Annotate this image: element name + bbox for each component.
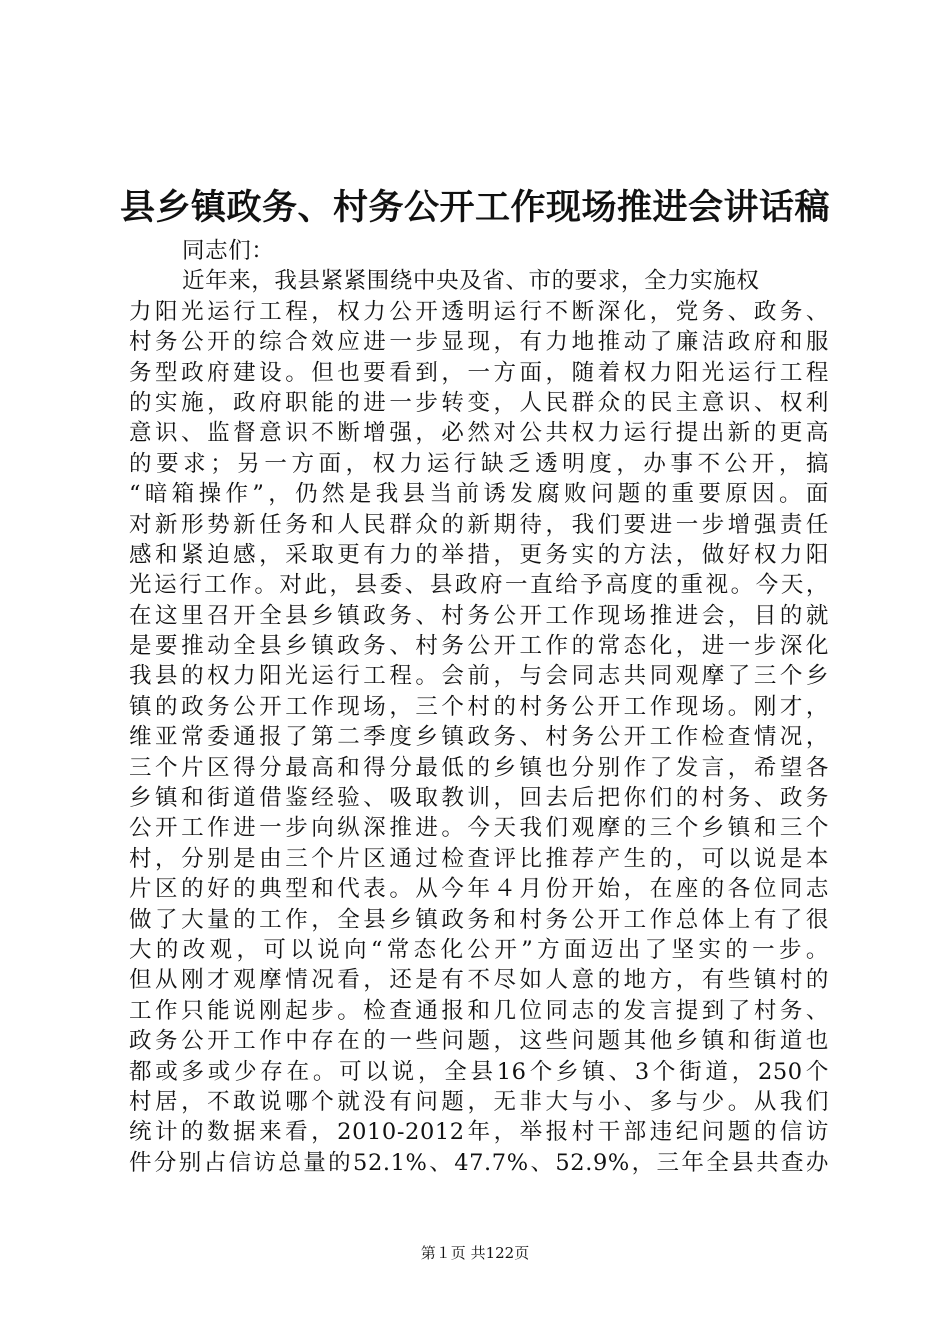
paragraph-line: 做了大量的工作，全县乡镇政务和村务公开工作总体上有了很 [129,906,829,933]
paragraph-line: 村务公开的综合效应进一步显现，有力地推动了廉洁政府和服 [129,329,829,356]
paragraph-line: 镇的政务公开工作现场，三个村的村务公开工作现场。刚才， [129,693,829,720]
paragraph-line: 意识、监督意识不断增强，必然对公共权力运行提出新的更高 [129,420,829,447]
paragraph-line: 务型政府建设。但也要看到，一方面，随着权力阳光运行工程 [129,359,829,386]
paragraph-line: 村居，不敢说哪个就没有问题，无非大与小、多与少。从我们 [129,1088,829,1115]
paragraph-line: 统计的数据来看，2010-2012年，举报村干部违纪问题的信访 [129,1119,829,1146]
paragraph-line: 工作只能说刚起步。检查通报和几位同志的发言提到了村务、 [129,997,829,1024]
page-number-footer: 第１页 共122页 [420,1244,530,1262]
paragraph-line: 我县的权力阳光运行工程。会前，与会同志共同观摩了三个乡 [129,663,829,690]
paragraph-line: 近年来，我县紧紧围绕中央及省、市的要求，全力实施权 [182,268,760,295]
paragraph-line: 政务公开工作中存在的一些问题，这些问题其他乡镇和街道也 [129,1028,829,1055]
paragraph-line: 对新形势新任务和人民群众的新期待，我们要进一步增强责任 [129,511,829,538]
paragraph-line: 在这里召开全县乡镇政务、村务公开工作现场推进会，目的就 [129,602,829,629]
paragraph-line: “暗箱操作”，仍然是我县当前诱发腐败问题的重要原因。面 [129,481,829,508]
paragraph-line: 是要推动全县乡镇政务、村务公开工作的常态化，进一步深化 [129,633,829,660]
page-title: 县乡镇政务、村务公开工作现场推进会讲话稿 [119,187,830,228]
paragraph-line: 但从刚才观摩情况看，还是有不尽如人意的地方，有些镇村的 [129,967,829,994]
paragraph-line: 感和紧迫感，采取更有力的举措，更务实的方法，做好权力阳 [129,541,829,568]
salutation: 同志们： [182,238,275,264]
paragraph-line: 的要求；另一方面，权力运行缺乏透明度，办事不公开，搞 [129,450,829,477]
paragraph-line: 都或多或少存在。可以说，全县16个乡镇、3个街道，250个 [129,1058,829,1085]
paragraph-line: 片区的好的典型和代表。从今年４月份开始，在座的各位同志 [129,876,829,903]
paragraph-line: 的实施，政府职能的进一步转变，人民群众的民主意识、权利 [129,389,829,416]
paragraph-line: 三个片区得分最高和得分最低的乡镇也分别作了发言，希望各 [129,754,829,781]
paragraph-line: 公开工作进一步向纵深推进。今天我们观摩的三个乡镇和三个 [129,815,829,842]
paragraph-line: 力阳光运行工程，权力公开透明运行不断深化，党务、政务、 [129,298,829,325]
paragraph-line: 件分别占信访总量的52.1%、47.7%、52.9%，三年全县共查办 [129,1149,829,1176]
paragraph-line: 大的改观，可以说向“常态化公开”方面迈出了坚实的一步。 [129,936,829,963]
paragraph-line: 光运行工作。对此，县委、县政府一直给予高度的重视。今天， [129,572,829,599]
paragraph-line: 村，分别是由三个片区通过检查评比推荐产生的，可以说是本 [129,845,829,872]
paragraph-line: 乡镇和街道借鉴经验、吸取教训，回去后把你们的村务、政务 [129,785,829,812]
document-body [129,236,829,1178]
paragraph-line: 维亚常委通报了第二季度乡镇政务、村务公开工作检查情况， [129,724,829,751]
